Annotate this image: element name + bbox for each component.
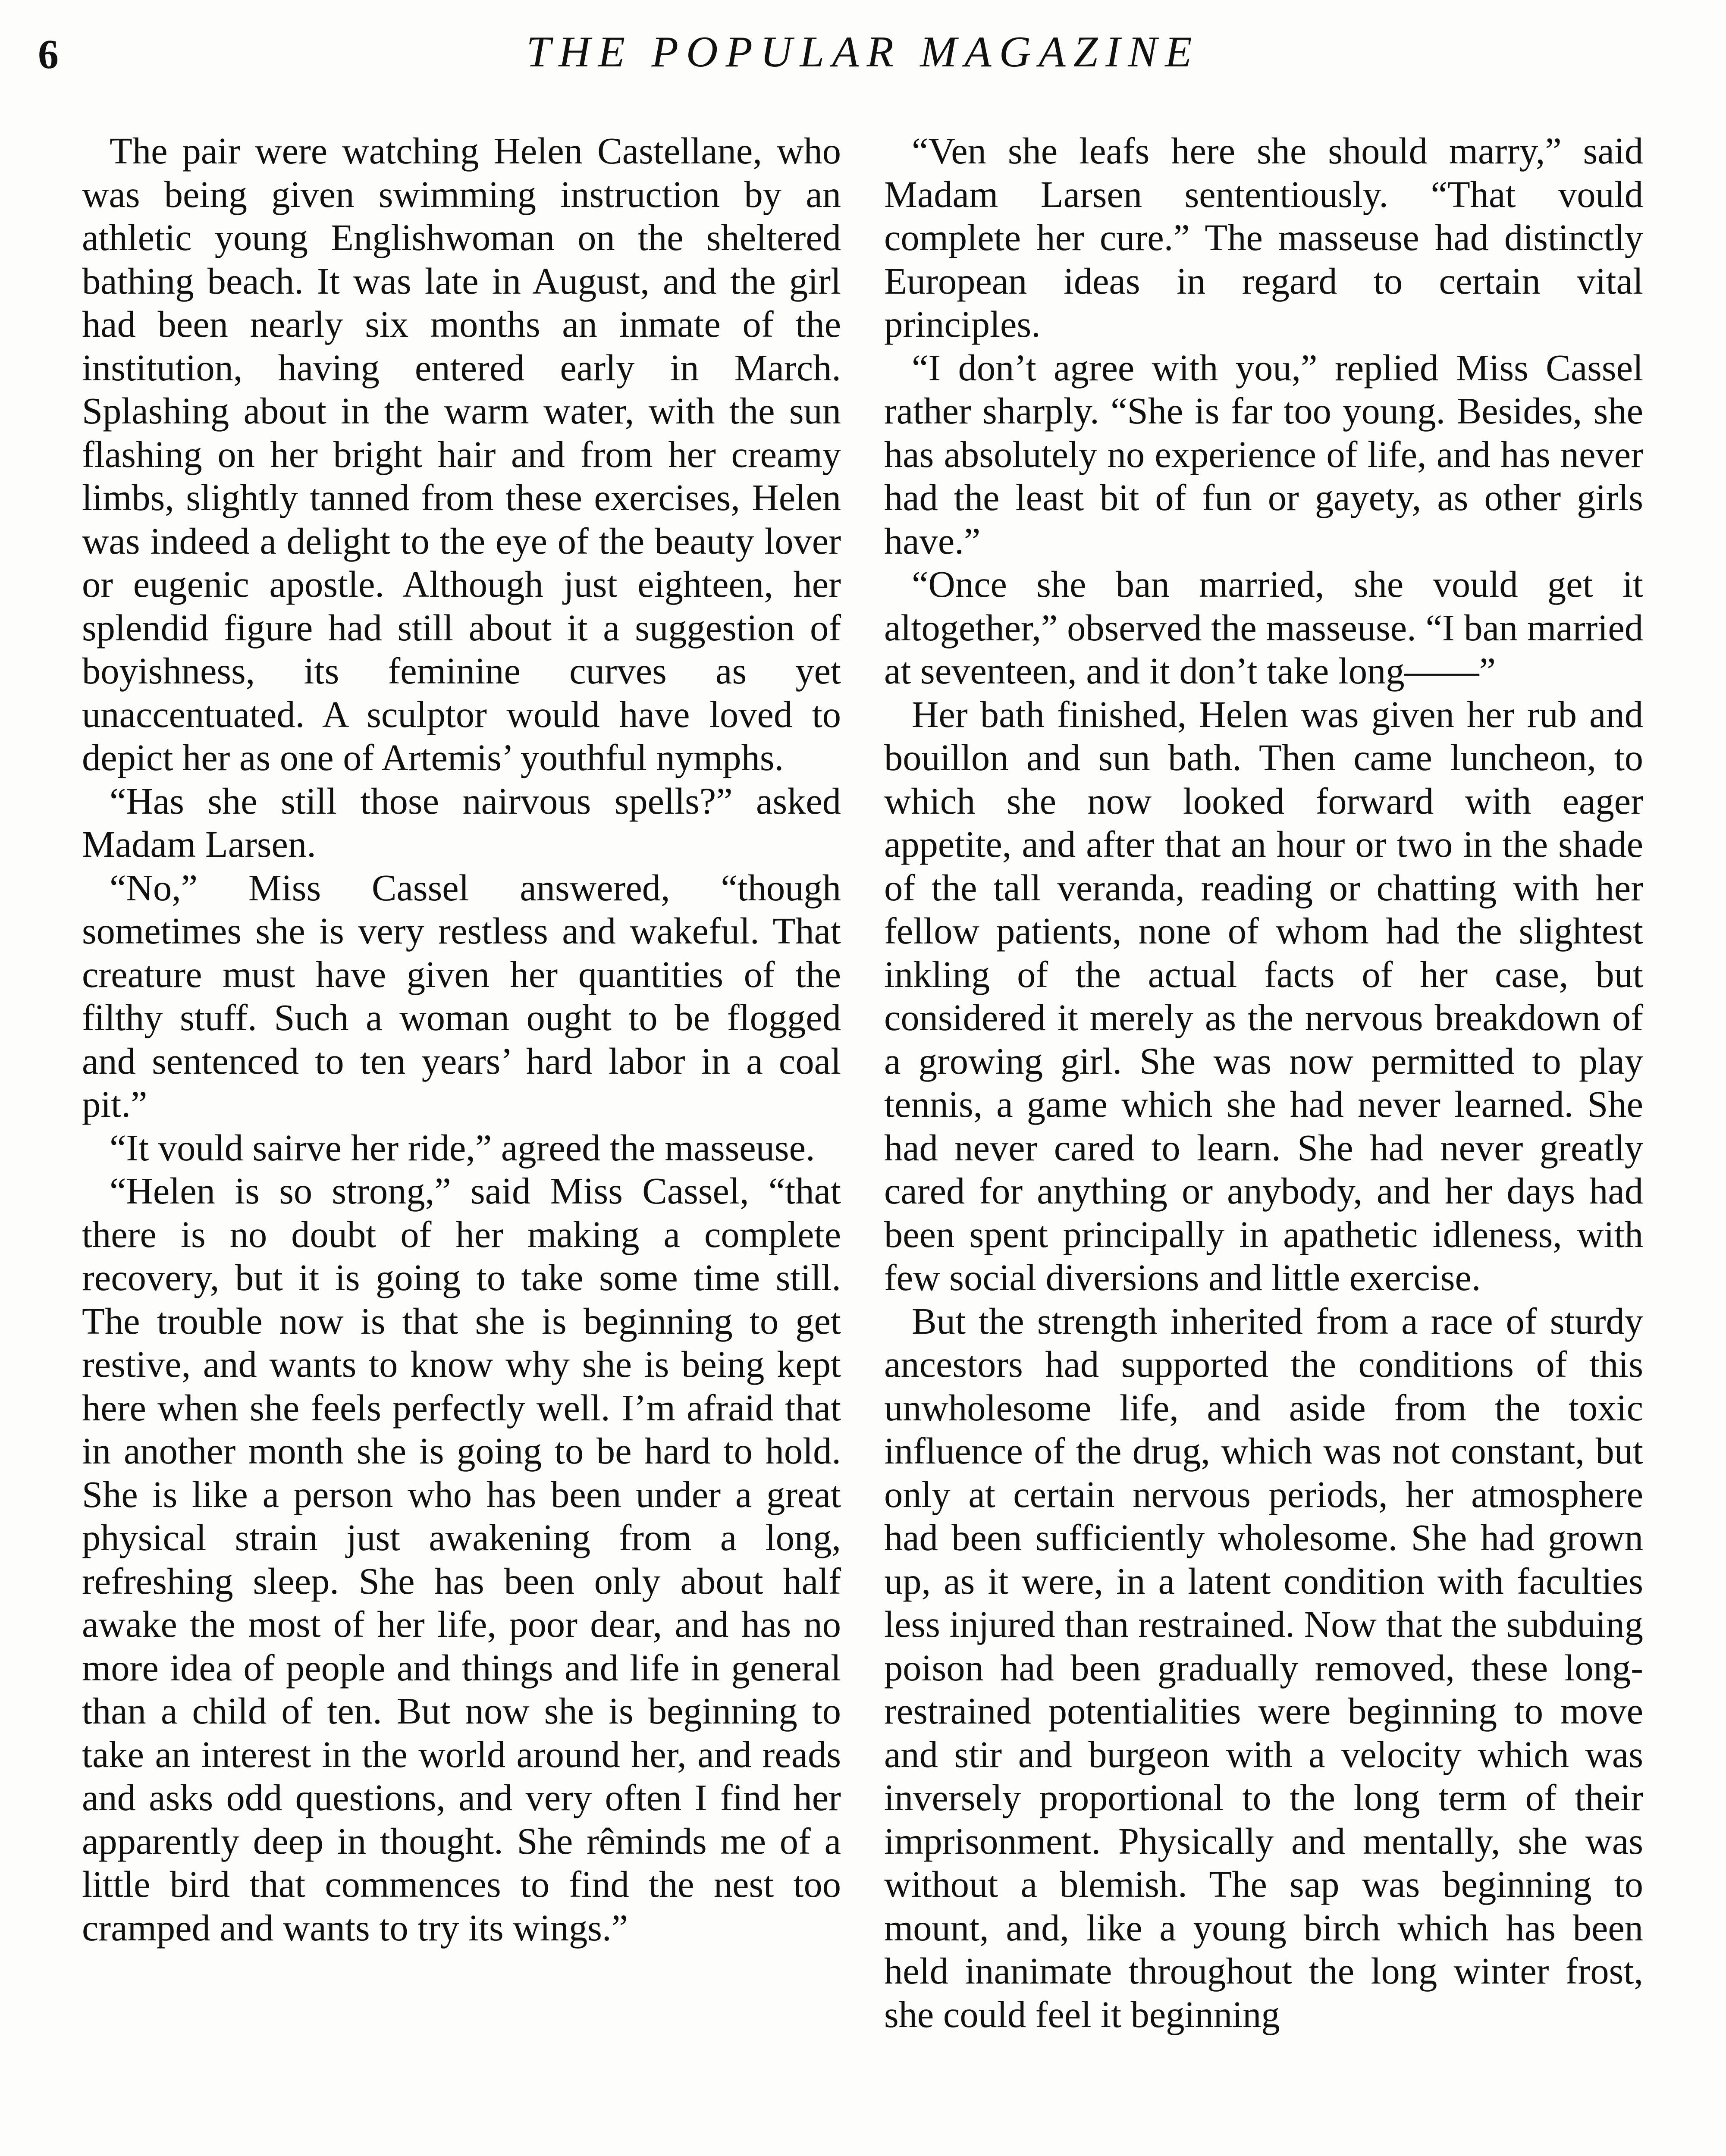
paragraph: Her bath finished, Helen was given her rub and bouillon and sun bath. Then came luncheon, to which she now looked forward with eager appetite, and after that an hour or two in the shade of the tall veranda, reading or chatting with her fellow patients, none of whom had the slightest inkling of the actual facts of her case, but considered it merely as the nervous breakdown of a growing girl. She was now permitted to play tennis, a game which she had never learned. She had never cared to learn. She had never greatly cared for anything or anybody, and her days had been spent principally in apathetic idleness, with few social diversions and little exercise.: [884, 693, 1643, 1298]
running-head: THE POPULAR MAGAZINE: [526, 28, 1200, 76]
paragraph: “Has she still those nairvous spells?” asked Madam Larsen.: [82, 780, 841, 865]
paragraph: The pair were watching Helen Castellane, who was being given swimming instruction by an athletic young Englishwoman on the sheltered bathing beach. It was late in August, and the girl had been nearly six months an inmate of the institution, having entered early in March. Splashing about in the warm water, with the sun flashing on her bright hair and from her creamy limbs, slightly tanned from these exercises, Helen was indeed a delight to the eye of the beauty lover or eugenic apostle. Although just eighteen, her splendid figure had still about it a suggestion of boyishness, its feminine curves as yet unaccentuated. A sculptor would have loved to depict her as one of Artemis’ youthful nymphs.: [82, 130, 841, 778]
paragraph: “Helen is so strong,” said Miss Cassel, “that there is no doubt of her making a complete recovery, but it is going to take some time still. The trouble now is that she is beginning to get restive, and wants to know why she is being kept here when she feels perfectly well. I’m afraid that in another month she is going to be hard to hold. She is like a person who has been under a great physical strain just awakening from a long, refreshing sleep. She has been only about half awake the most of her life, poor dear, and has no more idea of people and things and life in general than a child of ten. But now she is beginning to take an interest in the world around her, and reads and asks odd questions, and very often I find her apparently deep in thought. She rêminds me of a little bird that commences to find the nest too cramped and wants to try its wings.”: [82, 1170, 841, 1949]
paragraph: “It vould sairve her ride,” agreed the masseuse.: [110, 1127, 815, 1169]
paragraph: “No,” Miss Cassel answered, “though sometimes she is very restless and wakeful. That creature must have given her quantities of the filthy stuff. Such a woman ought to be flogged and sentenced to ten years’ hard labor in a coal pit.”: [82, 867, 841, 1125]
page-header: [0, 26, 1726, 82]
left-column: [82, 129, 841, 1949]
paragraph: But the strength inherited from a race of sturdy ancestors had supported the conditions of this unwholesome life, and aside from the toxic influence of the drug, which was not constant, but only at certain nervous periods, her atmosphere had been sufficiently wholesome. She had grown up, as it were, in a latent condition with faculties less injured than restrained. Now that the subduing poison had been gradually removed, these long-restrained potentialities were beginning to move and stir and burgeon with a velocity which was inversely proportional to the long term of their imprisonment. Physically and mentally, she was without a blemish. The sap was beginning to mount, and, like a young birch which has been held inanimate throughout the long winter frost, she could feel it beginning: [884, 1300, 1643, 2035]
paragraph: “I don’t agree with you,” replied Miss Cassel rather sharply. “She is far too young. Besides, she has absolutely no experience of life, and has never had the least bit of fun or gayety, as other girls have.”: [884, 347, 1643, 562]
page-number: 6: [38, 31, 59, 77]
right-column: [884, 129, 1643, 2036]
paragraph: “Once she ban married, she vould get it altogether,” observed the masseuse. “I ban married at seventeen, and it don’t take long——”: [884, 564, 1643, 692]
paragraph: “Ven she leafs here she should marry,” said Madam Larsen sententiously. “That vould complete her cure.” The masseuse had distinctly European ideas in regard to certain vital principles.: [884, 130, 1643, 345]
